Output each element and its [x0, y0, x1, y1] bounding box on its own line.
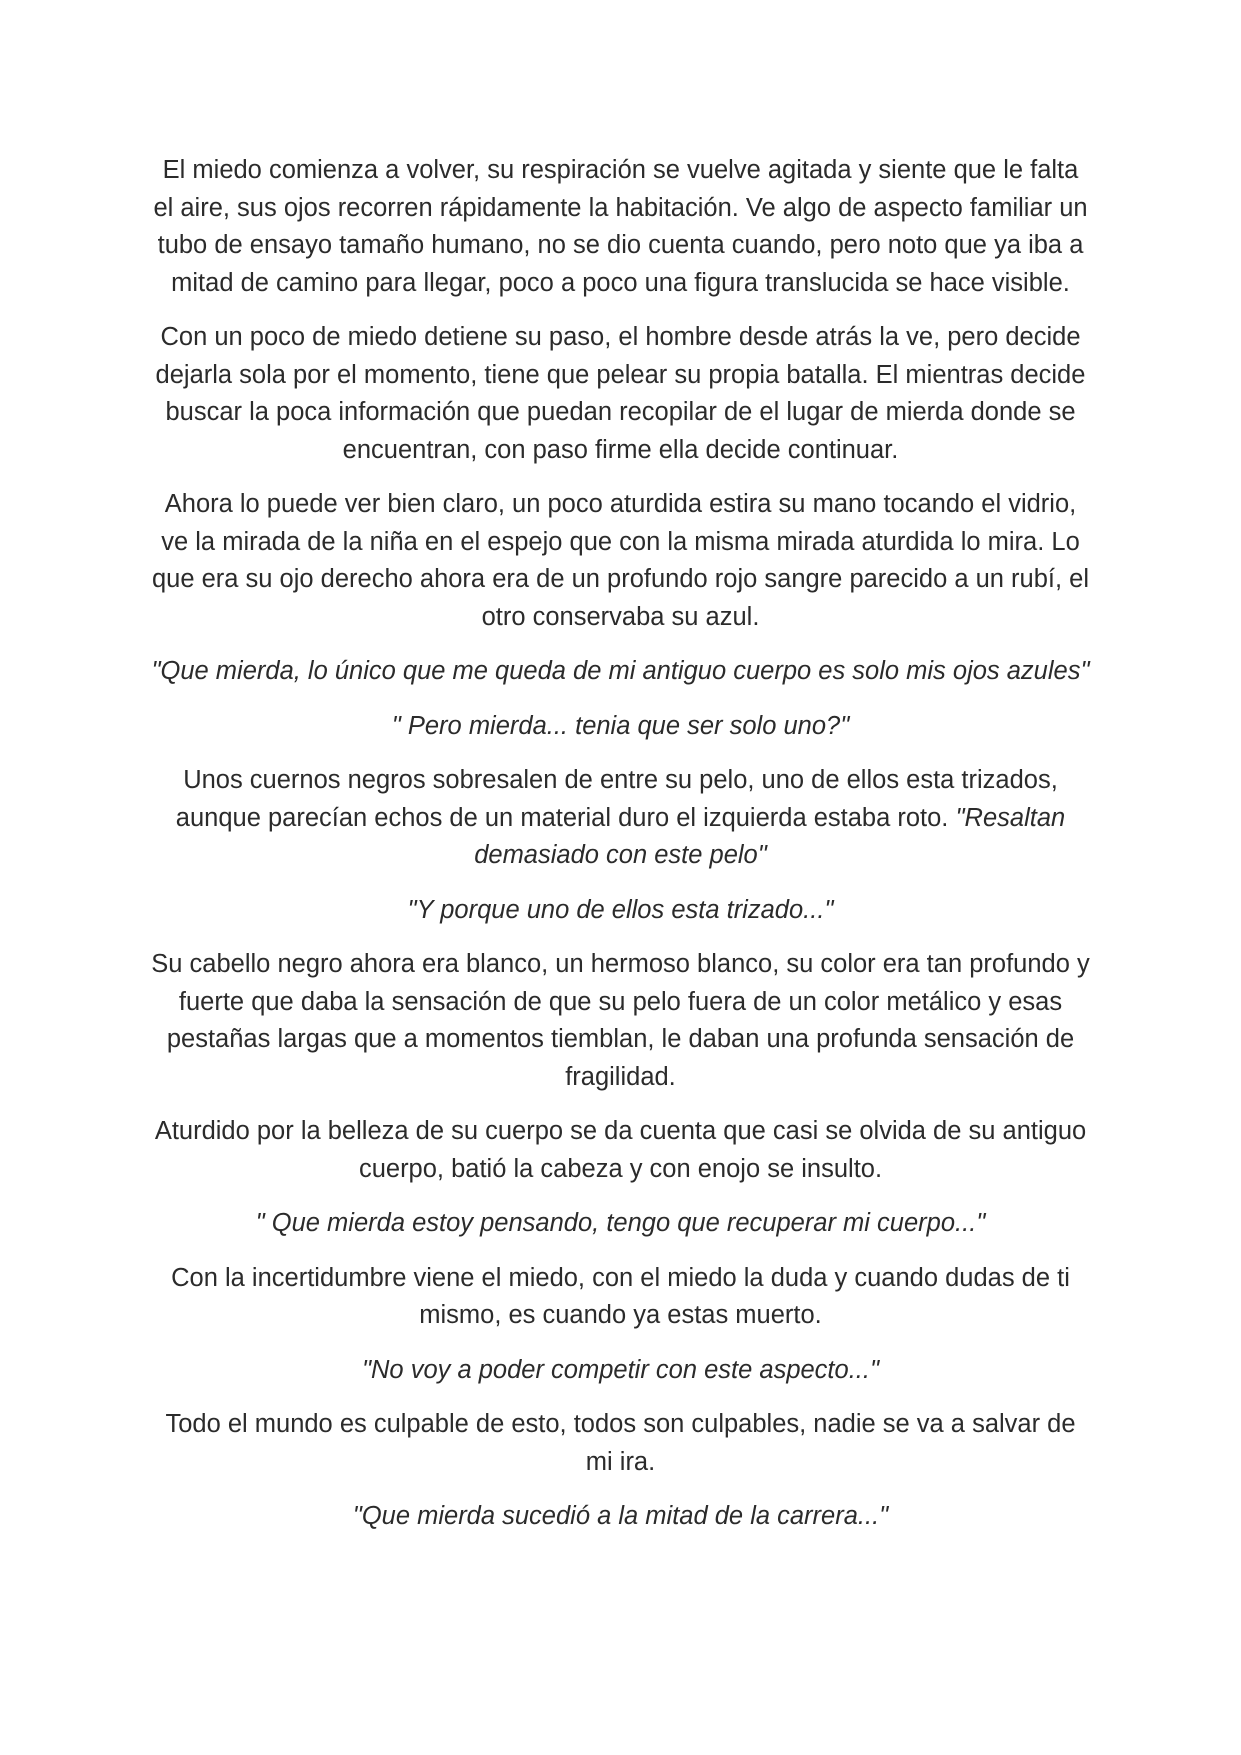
paragraph-2: Con un poco de miedo detiene su paso, el hombre desde atrás la ve, pero decide dejarla sola por el momento, tiene que pelear su propia batalla. El mientras decide buscar la poca información que puedan recopilar de el lugar de mierda donde se encuentran, con paso firme ella decide continuar. — [155, 323, 1086, 464]
paragraph-4-italic-quote: "Resaltan demasiado con este pelo" — [474, 803, 1066, 869]
quote-1: "Que mierda, lo único que me queda de mi antiguo cuerpo es solo mis ojos azules" — [151, 657, 1090, 685]
paragraph-3: Ahora lo puede ver bien claro, un poco aturdida estira su mano tocando el vidrio, ve la mirada de la niña en el espejo que con la misma mirada aturdida lo mira. Lo que era su ojo derecho ahora era de un profundo rojo sangre parecido a un rubí, el otro conservaba su azul. — [151, 490, 1090, 631]
quote-2: " Pero mierda... tenia que ser solo uno?" — [391, 711, 850, 740]
paragraph-4-text: Unos cuernos negros sobresalen de entre su pelo, uno de ellos esta trizados, aunque parecían echos de un material duro el izquierda estaba roto. — [175, 766, 1058, 832]
document-page — [150, 152, 1091, 1553]
quote-4: " Que mierda estoy pensando, tengo que recuperar mi cuerpo..." — [255, 1209, 986, 1237]
quote-3: "Y porque uno de ellos esta trizado..." — [407, 895, 834, 924]
paragraph-5: Su cabello negro ahora era blanco, un hermoso blanco, su color era tan profundo y fuerte que daba la sensación de que su pelo fuera de un color metálico y esas pestañas largas que a momentos tiemblan, le daban una profunda sensación de fragilidad. — [151, 950, 1090, 1091]
quote-6: "Que mierda sucedió a la mitad de la carrera..." — [352, 1502, 889, 1530]
paragraph-6: Aturdido por la belleza de su cuerpo se da cuenta que casi se olvida de su antiguo cuerpo, batió la cabeza y con enojo se insulto. — [154, 1117, 1087, 1183]
paragraph-4 — [150, 762, 1091, 875]
quote-5: "No voy a poder competir con este aspecto..." — [361, 1355, 880, 1384]
paragraph-8: Todo el mundo es culpable de esto, todos son culpables, nadie se va a salvar de mi ira. — [165, 1410, 1076, 1476]
paragraph-1: El miedo comienza a volver, su respiración se vuelve agitada y siente que le falta el aire, sus ojos recorren rápidamente la habitación. Ve algo de aspecto familiar un tubo de ensayo tamaño humano, no se dio cuenta cuando, pero noto que ya iba a mitad de camino para llegar, poco a poco una figura translucida se hace visible. — [153, 156, 1088, 297]
paragraph-7: Con la incertidumbre viene el miedo, con el miedo la duda y cuando dudas de ti mismo, es cuando ya estas muerto. — [171, 1263, 1070, 1329]
